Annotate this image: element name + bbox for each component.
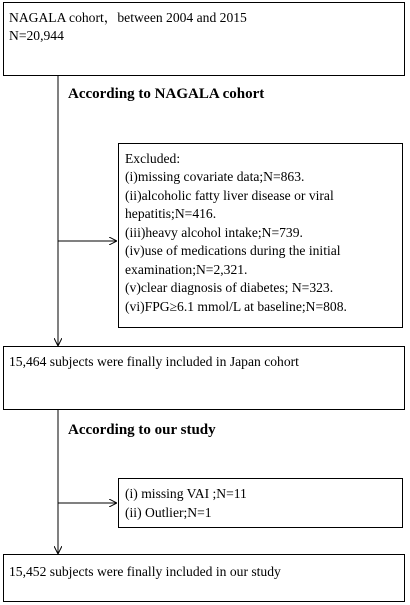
final-study-box [3, 554, 405, 602]
japan-cohort-box [3, 346, 405, 410]
excluded-box [118, 143, 403, 328]
excluded-line: (iv)use of medications during the initial [125, 243, 341, 258]
heading-nagala: According to NAGALA cohort [68, 86, 265, 102]
exclusion-2-line: (i) missing VAI ;N=11 [125, 486, 247, 501]
top-box-line-2: N=20,944 [9, 28, 64, 43]
excluded-line: examination;N=2,321. [125, 262, 248, 277]
excluded-line: (v)clear diagnosis of diabetes; N=323. [125, 280, 334, 295]
heading-our-study: According to our study [68, 422, 216, 438]
final-box-text: 15,452 subjects were finally included in our study [9, 564, 281, 579]
exclusion-2-line: (ii) Outlier;N=1 [125, 505, 212, 520]
excluded-line: (ii)alcoholic fatty liver disease or viral [125, 188, 334, 203]
excluded-line: (i)missing covariate data;N=863. [125, 169, 305, 184]
exclusion-box-2 [118, 478, 403, 528]
excluded-title: Excluded: [125, 151, 181, 166]
japan-box-text: 15,464 subjects were finally included in Japan cohort [9, 354, 299, 369]
excluded-line: (vi)FPG≥6.1 mmol/L at baseline;N=808. [125, 299, 347, 314]
top-box-line-1: NAGALA cohort，between 2004 and 2015 [9, 10, 247, 25]
excluded-line: hepatitis;N=416. [125, 206, 217, 221]
excluded-line: (iii)heavy alcohol intake;N=739. [125, 225, 303, 240]
top-cohort-box [3, 2, 405, 76]
